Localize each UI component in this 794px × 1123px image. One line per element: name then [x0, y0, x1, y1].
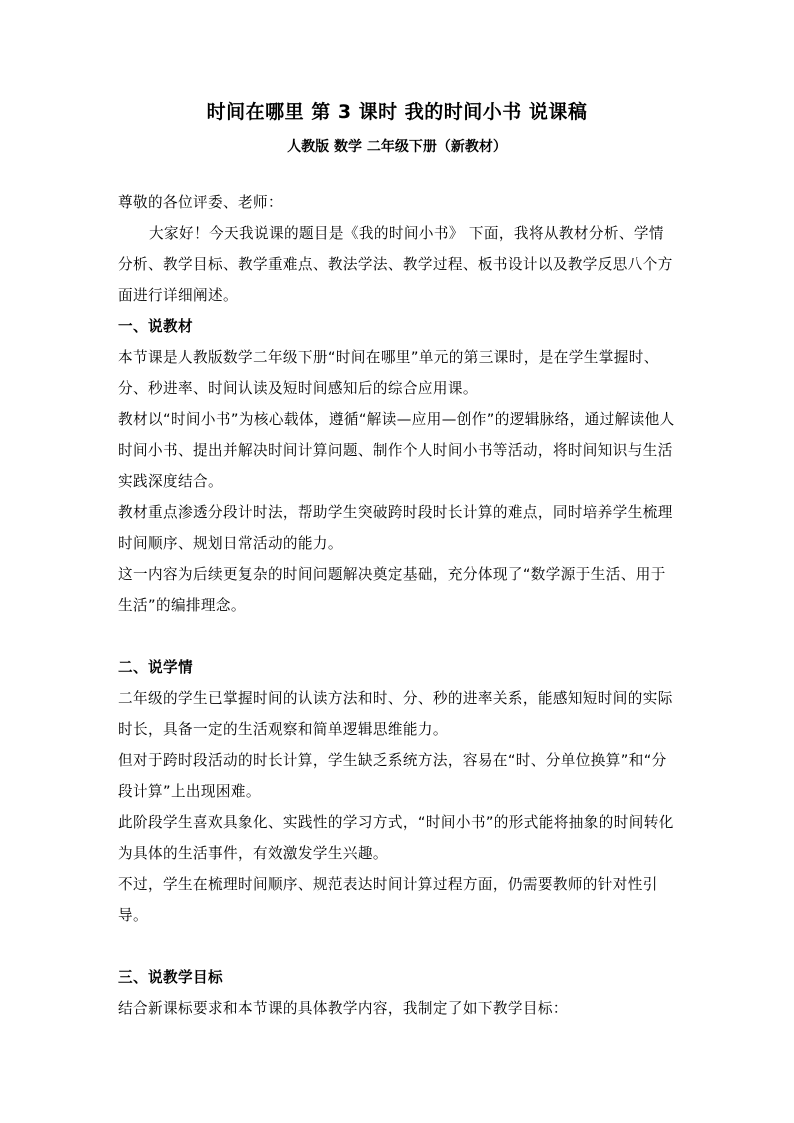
paragraph: 二年级的学生已掌握时间的认读方法和时、分、秒的进率关系，能感知短时间的实际时长，具备一定的生活观察和简单逻辑思维能力。 [118, 690, 673, 738]
section-heading-objectives: 三、说教学目标 [118, 969, 223, 986]
section-heading-students: 二、说学情 [118, 659, 193, 676]
salutation: 尊敬的各位评委、老师： [118, 194, 283, 211]
document-body [118, 187, 678, 1024]
intro-paragraph: 大家好！今天我说课的题目是《我的时间小书》 下面，我将从教材分析、学情分析、教学目标、教学重难点、教法学法、教学过程、板书设计以及教学反思八个方面进行详细阐述。 [118, 225, 673, 304]
document-subtitle: 人教版 数学 二年级下册（新教材） [287, 139, 507, 155]
paragraph: 不过，学生在梳理时间顺序、规范表达时间计算过程方面，仍需要教师的针对性引导。 [118, 876, 658, 924]
paragraph: 这一内容为后续更复杂的时间问题解决奠定基础，充分体现了“数学源于生活、用于生活”的编排理念。 [118, 566, 666, 614]
paragraph: 结合新课标要求和本节课的具体教学内容，我制定了如下教学目标： [118, 1000, 568, 1017]
blank-line [118, 621, 678, 652]
paragraph: 本节课是人教版数学二年级下册“时间在哪里”单元的第三课时，是在学生掌握时、分、秒进率、时间认读及短时间感知后的综合应用课。 [118, 349, 659, 397]
paragraph: 此阶段学生喜欢具象化、实践性的学习方式，“时间小书”的形式能将抽象的时间转化为具体的生活事件，有效激发学生兴趣。 [118, 814, 674, 862]
paragraph: 教材重点渗透分段计时法，帮助学生突破跨时段时长计算的难点，同时培养学生梳理时间顺序、规划日常活动的能力。 [118, 504, 673, 552]
paragraph: 但对于跨时段活动的时长计算，学生缺乏系统方法，容易在“时、分单位换算”和“分段计算”上出现困难。 [118, 752, 667, 800]
paragraph: 教材以“时间小书”为核心载体，遵循“解读—应用—创作”的逻辑脉络，通过解读他人时间小书、提出并解决时间计算问题、制作个人时间小书等活动，将时间知识与生活实践深度结合。 [118, 411, 675, 490]
document-title: 时间在哪里 第 3 课时 我的时间小书 说课稿 [206, 101, 588, 123]
blank-line [118, 931, 678, 962]
section-heading-textbook: 一、说教材 [118, 318, 193, 335]
